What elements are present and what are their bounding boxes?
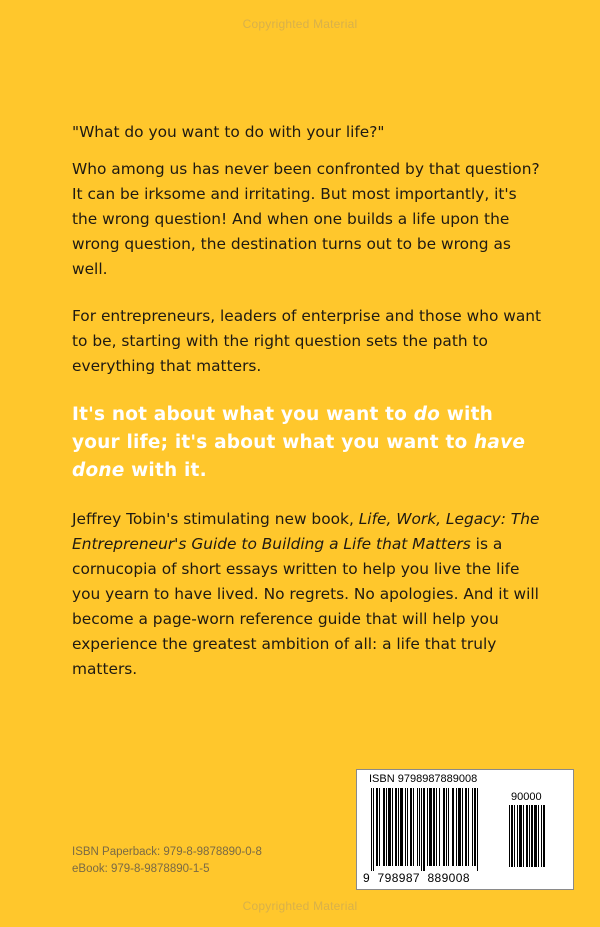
- barcode-bar: [523, 805, 524, 867]
- barcode-bar: [386, 788, 387, 866]
- barcode-addon-bars-icon: [509, 805, 559, 869]
- barcode-digits: 9 798987 889008: [363, 871, 470, 885]
- paragraph-3: [72, 507, 542, 682]
- highlight-text-2: with your life; it's about what you want to: [72, 404, 493, 453]
- barcode-bar: [376, 788, 378, 866]
- barcode-bar: [413, 788, 414, 866]
- barcode-bars-icon: [371, 788, 506, 872]
- barcode-bar: [458, 788, 461, 866]
- copyright-watermark-top: Copyrighted Material: [242, 17, 358, 31]
- barcode-bar: [419, 788, 420, 866]
- barcode-bar: [543, 805, 545, 867]
- paragraph-2: For entrepreneurs, leaders of enterprise and those who want to be, starting with the right question sets the path to everything that matters.: [72, 307, 542, 375]
- barcode-bar: [379, 788, 380, 866]
- barcode-bar: [538, 805, 539, 867]
- back-cover-copy: [72, 120, 542, 704]
- barcode-bar: [534, 805, 537, 867]
- barcode-bar: [427, 788, 428, 866]
- isbn-ebook: eBook: 979-8-9878890-1-5: [72, 863, 210, 875]
- barcode-bar: [472, 788, 473, 866]
- barcode-bar: [373, 788, 374, 871]
- barcode-bar: [456, 788, 457, 866]
- barcode-bar: [541, 805, 542, 867]
- barcode-bar: [383, 788, 385, 866]
- highlight-text-3: with it.: [124, 460, 207, 481]
- barcode-bar: [417, 788, 418, 866]
- barcode-bar: [452, 788, 454, 866]
- barcode-bar: [433, 788, 435, 866]
- barcode-bar: [477, 788, 478, 871]
- barcode-bar: [395, 788, 397, 866]
- highlight-text-1: It's not about what you want to: [72, 404, 414, 425]
- highlight-emphasis-have-done: have done: [72, 432, 526, 481]
- barcode-bar: [436, 788, 437, 866]
- barcode-bar: [392, 788, 393, 866]
- paragraph-1: Who among us has never been confronted by that question? It can be irksome and irritating. But most importantly, it's the wrong question! And when one builds a life upon the wrong question, the destination turns out to be wrong as well.: [72, 160, 540, 278]
- barcode-bar: [526, 805, 528, 867]
- barcode-panel: [356, 769, 574, 890]
- barcode-bar: [410, 788, 412, 866]
- barcode-bar: [529, 805, 530, 867]
- barcode-bar: [421, 788, 422, 871]
- highlight-statement: [72, 401, 542, 485]
- barcode-bar: [407, 788, 408, 866]
- barcode-bar: [517, 805, 518, 867]
- barcode-price-code: 90000: [511, 791, 542, 803]
- barcode-bar: [439, 788, 440, 866]
- barcode-bar: [509, 805, 510, 867]
- barcode-bar: [531, 805, 533, 867]
- barcode-bar: [474, 788, 476, 866]
- barcode-bar: [519, 805, 522, 867]
- barcode-bar: [443, 788, 445, 866]
- barcode-bar: [423, 788, 425, 871]
- barcode-bar: [398, 788, 399, 866]
- barcode-isbn-label: ISBN 9798987889008: [369, 773, 478, 785]
- highlight-emphasis-do: do: [413, 404, 441, 425]
- barcode-bar: [446, 788, 447, 866]
- paragraph-3-text-2: is a cornucopia of short essays written to help you live the life you yearn to have lived. No regrets. No apologies. And it will become a page-worn reference guide that will help you experience the greatest ambition of all: a life that truly matters.: [72, 535, 539, 678]
- barcode-bar: [511, 805, 513, 867]
- copyright-watermark-bottom: Copyrighted Material: [242, 899, 358, 913]
- barcode-bar: [465, 788, 467, 866]
- barcode-bar: [448, 788, 449, 866]
- isbn-info: [72, 844, 262, 878]
- barcode-bar: [405, 788, 406, 866]
- barcode-bar: [400, 788, 403, 866]
- isbn-paperback: ISBN Paperback: 979-8-9878890-0-8: [72, 846, 262, 858]
- barcode-bar: [468, 788, 469, 866]
- book-title: Life, Work, Legacy: The Entrepreneur's Guide to Building a Life that Matters: [72, 510, 540, 553]
- barcode-bar: [388, 788, 391, 866]
- barcode-bar: [462, 788, 463, 866]
- barcode-bar: [429, 788, 432, 866]
- barcode-bar: [371, 788, 372, 871]
- opening-question: "What do you want to do with your life?": [72, 123, 385, 141]
- paragraph-3-text-1: Jeffrey Tobin's stimulating new book,: [72, 510, 359, 528]
- barcode-bar: [514, 805, 515, 867]
